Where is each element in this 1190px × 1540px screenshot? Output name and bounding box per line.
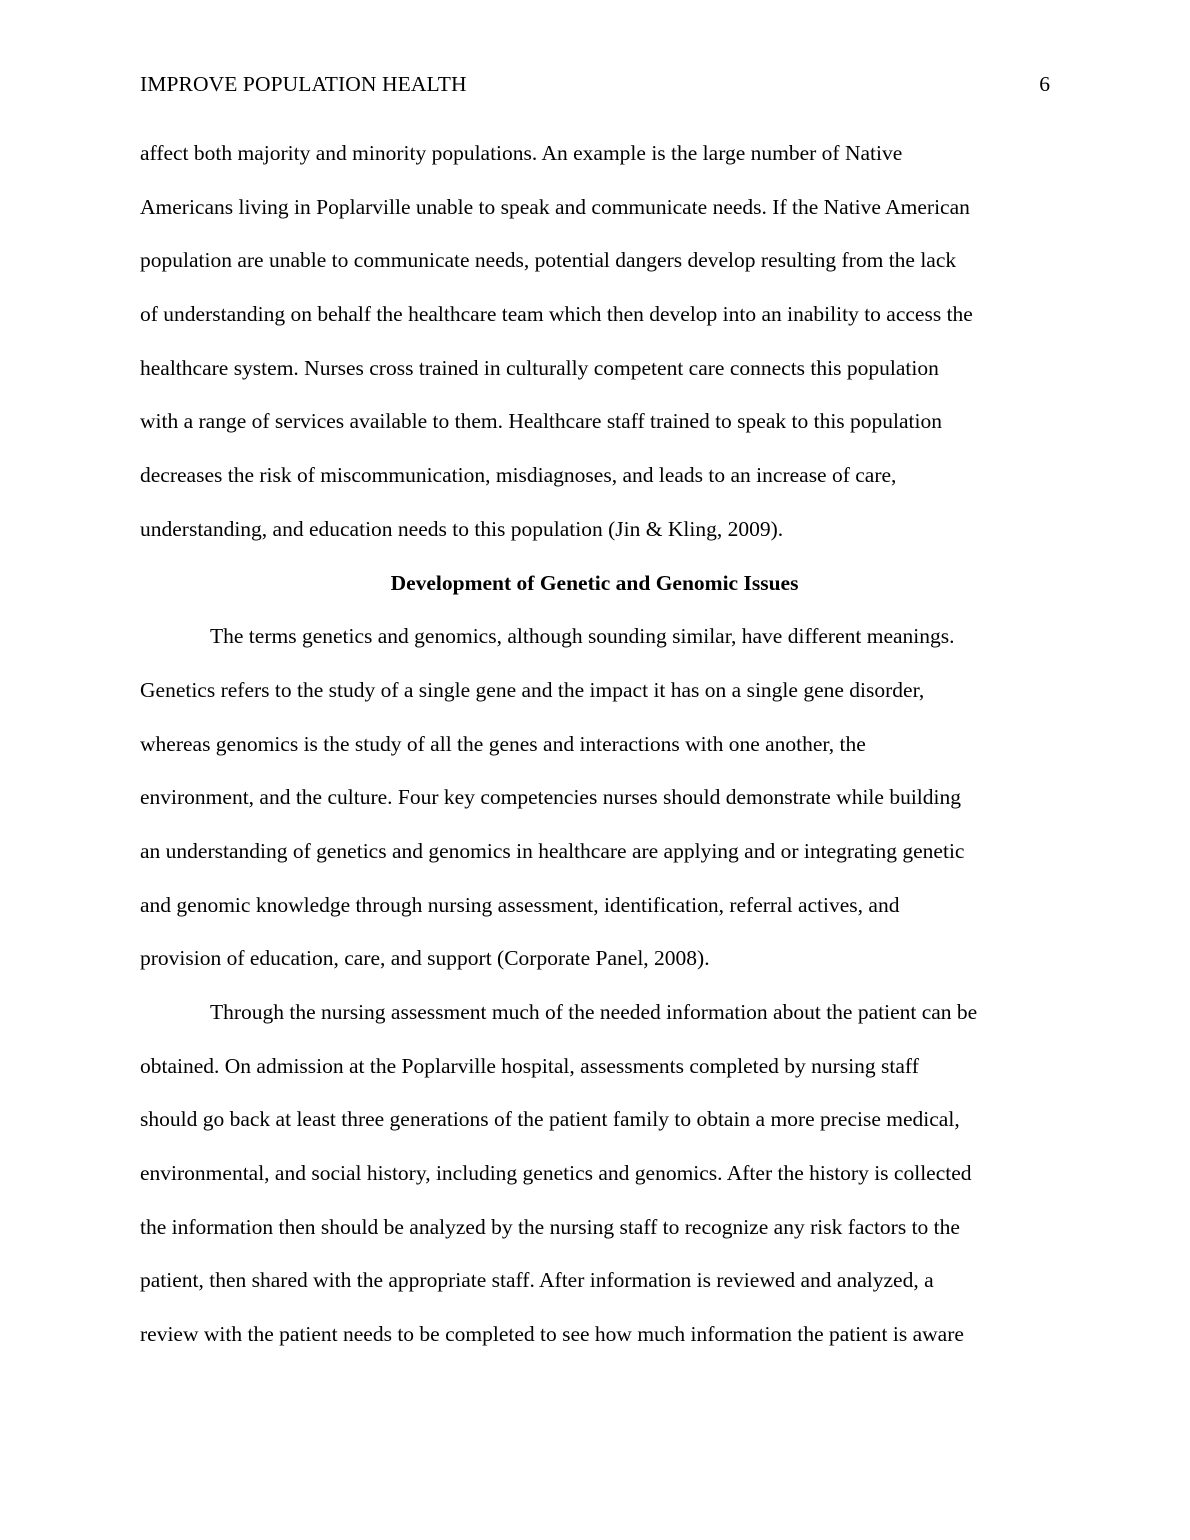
- text-line: should go back at least three generations of the patient family to obtain a more precise medical,: [140, 1107, 960, 1132]
- text-line: healthcare system. Nurses cross trained in culturally competent care connects this population: [140, 355, 939, 380]
- section-heading: Development of Genetic and Genomic Issues: [390, 570, 799, 595]
- text-line: the information then should be analyzed by the nursing staff to recognize any risk factors to the: [140, 1214, 960, 1239]
- text-line: environment, and the culture. Four key competencies nurses should demonstrate while building: [140, 785, 961, 810]
- text-line: understanding, and education needs to this population (Jin & Kling, 2009).: [140, 516, 784, 541]
- text-line: The terms genetics and genomics, although sounding similar, have different meanings.: [210, 624, 955, 649]
- text-line: with a range of services available to them. Healthcare staff trained to speak to this population: [140, 409, 942, 434]
- text-line: Through the nursing assessment much of the needed information about the patient can be: [210, 1000, 978, 1024]
- text-line: patient, then shared with the appropriate staff. After information is reviewed and analyzed, a: [140, 1268, 934, 1293]
- text-line: Americans living in Poplarville unable to speak and communicate needs. If the Native American: [140, 194, 970, 219]
- running-head: IMPROVE POPULATION HEALTH: [140, 72, 467, 96]
- text-line: affect both majority and minority populations. An example is the large number of Native: [140, 141, 903, 165]
- text-line: decreases the risk of miscommunication, misdiagnoses, and leads to an increase of care,: [140, 463, 897, 488]
- text-line: of understanding on behalf the healthcare team which then develop into an inability to access the: [140, 302, 973, 327]
- text-line: population are unable to communicate needs, potential dangers develop resulting from the lack: [140, 248, 957, 273]
- text-line: and genomic knowledge through nursing assessment, identification, referral actives, and: [140, 892, 900, 917]
- text-line: provision of education, care, and support (Corporate Panel, 2008).: [140, 946, 710, 971]
- text-line: environmental, and social history, including genetics and genomics. After the history is collected: [140, 1161, 972, 1186]
- text-line: obtained. On admission at the Poplarville hospital, assessments completed by nursing staff: [140, 1053, 919, 1078]
- text-line: an understanding of genetics and genomics in healthcare are applying and or integrating genetic: [140, 838, 965, 863]
- paragraph: [140, 610, 1055, 986]
- text-line: Genetics refers to the study of a single gene and the impact it has on a single gene disorder,: [140, 677, 925, 702]
- paragraph: [140, 127, 1055, 557]
- paragraph: [140, 986, 1055, 1362]
- page-number: 6: [1039, 72, 1050, 96]
- document-body: [140, 127, 1055, 1362]
- text-line: review with the patient needs to be completed to see how much information the patient is aware: [140, 1322, 964, 1347]
- text-line: whereas genomics is the study of all the genes and interactions with one another, the: [140, 731, 866, 756]
